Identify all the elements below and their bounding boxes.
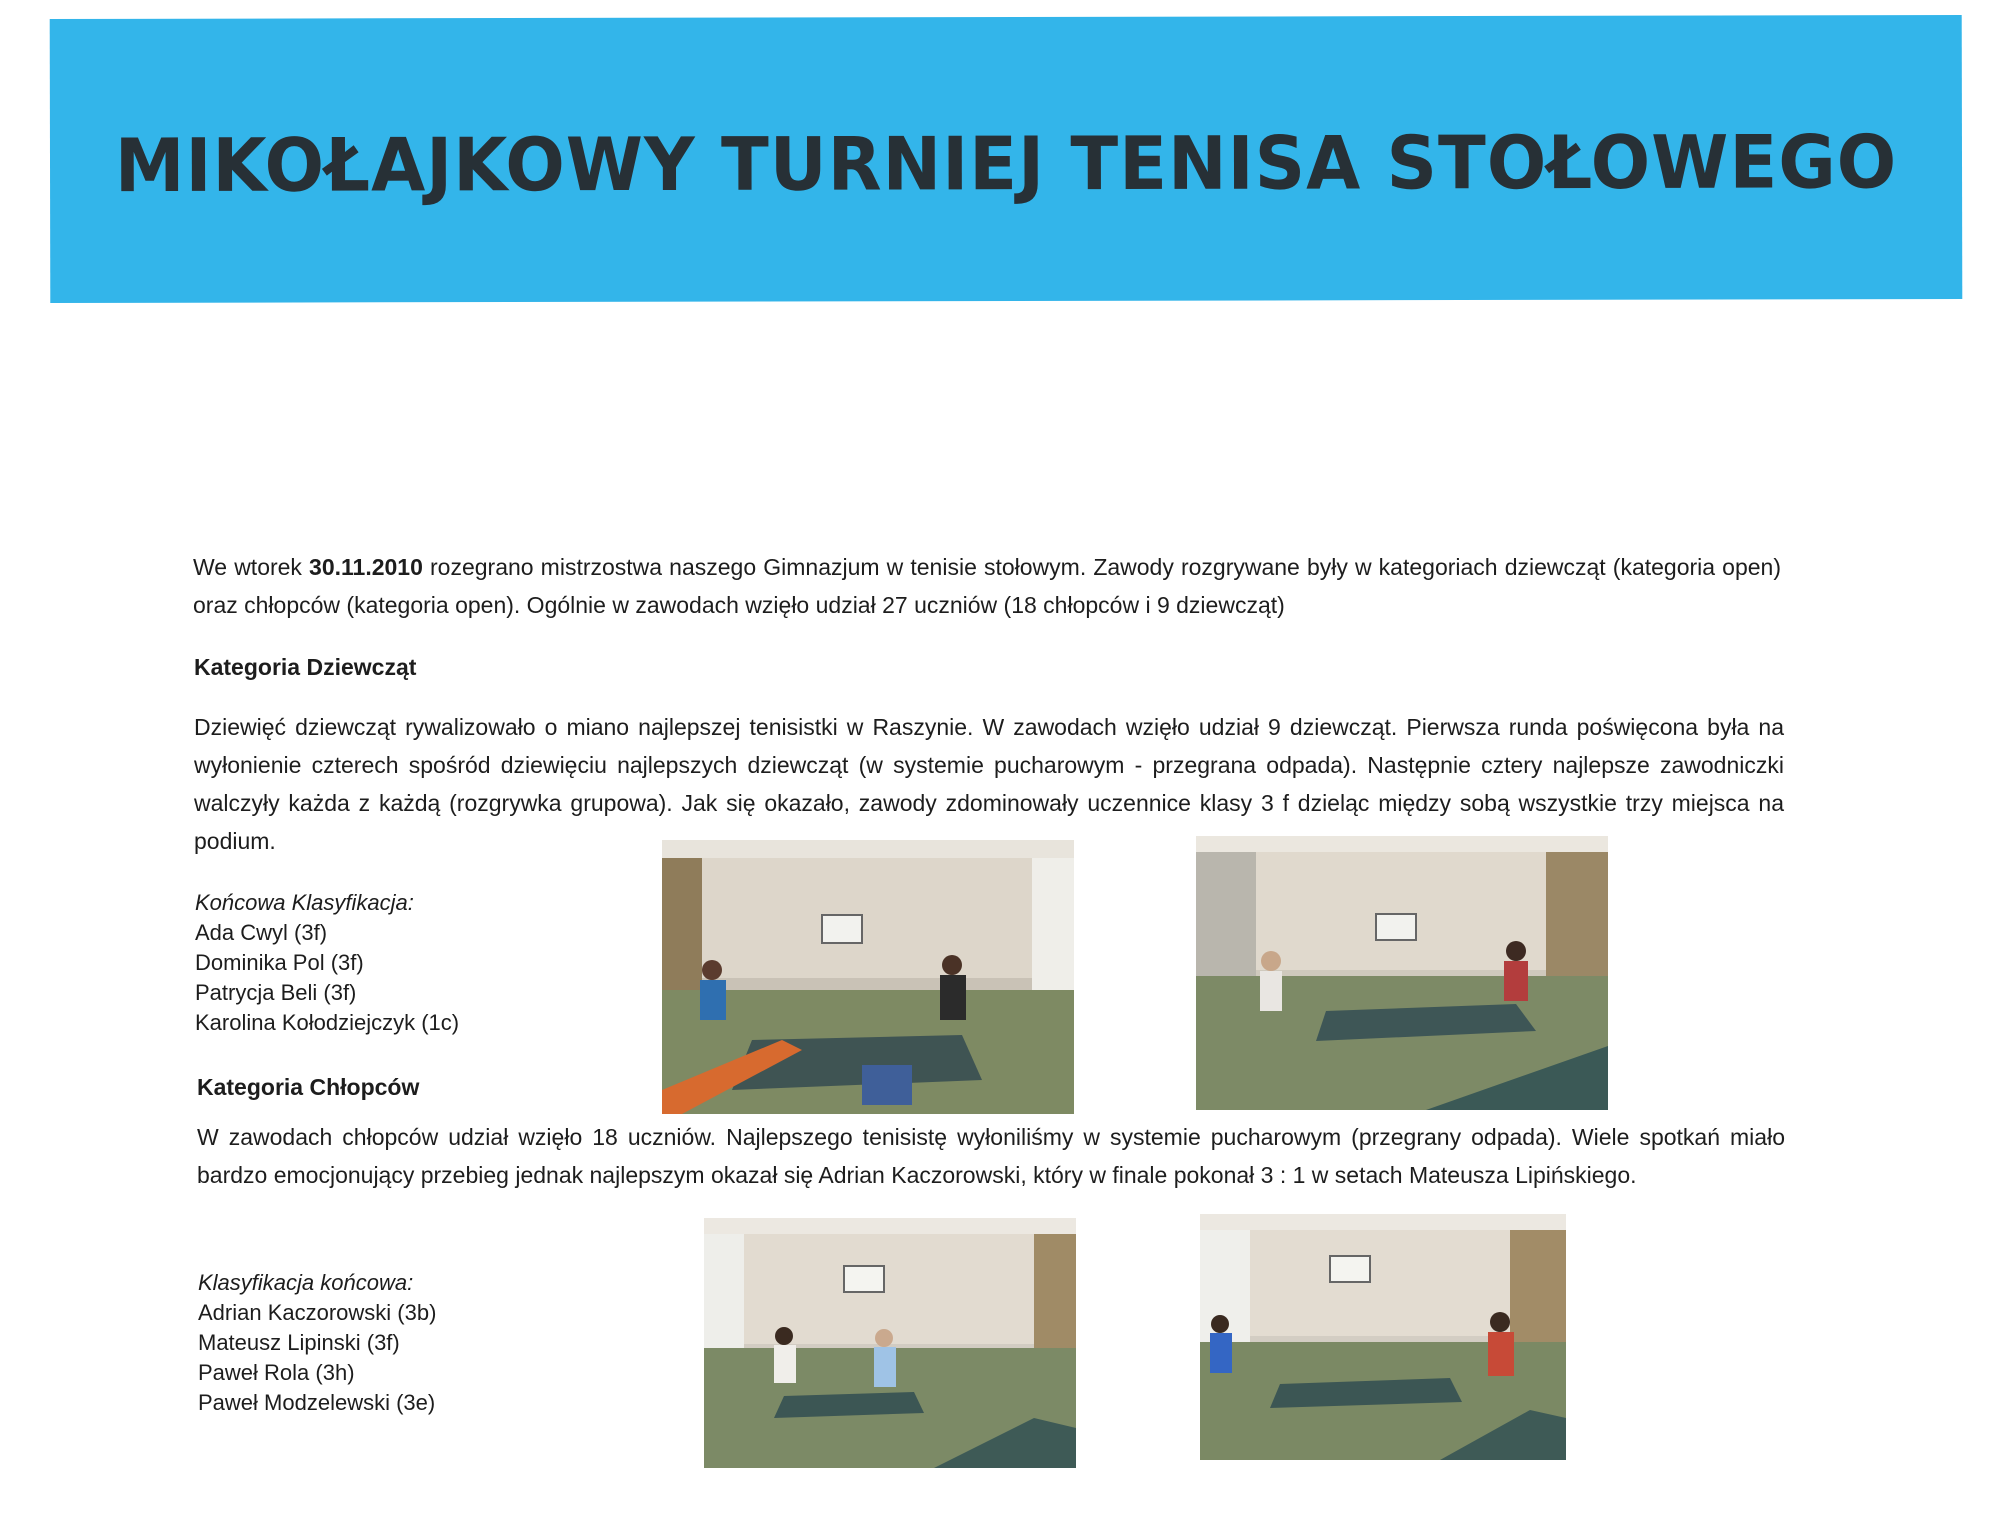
girls-paragraph: Dziewięć dziewcząt rywalizowało o miano najlepszej tenisistki w Raszynie. W zawodach wzięło udział 9 dziewcząt. Pierwsza runda poświęcona była na wyłonienie czterech spośród dziewięciu najlepszych dziewcząt (w systemie pucharowym - przegrana odpada). Następnie cztery najlepsze zawodniczki walczyły każda z każdą (rozgrywka grupowa). Jak się okazało, zawody zdominowały uczennice klasy 3 f dzieląc między sobą wszystkie trzy miejsca na podium. — [194, 714, 1784, 854]
gym-photo-girls-2 — [1196, 836, 1608, 1110]
intro-date: 30.11.2010 — [309, 554, 423, 580]
girls-classification-title: Końcowa Klasyfikacja: — [195, 890, 414, 915]
boys-rank-1: Adrian Kaczorowski (3b) — [198, 1300, 437, 1325]
boys-classification-title: Klasyfikacja końcowa: — [198, 1270, 414, 1295]
girls-rank-1: Ada Cwyl (3f) — [195, 920, 328, 945]
boys-classification — [198, 1268, 658, 1418]
girls-rank-4: Karolina Kołodziejczyk (1c) — [195, 1010, 460, 1035]
boys-rank-4: Paweł Modzelewski (3e) — [198, 1390, 436, 1415]
intro-text-pre: We wtorek — [193, 554, 310, 580]
page-title: MIKOŁAJKOWY TURNIEJ TENISA STOŁOWEGO — [114, 119, 1898, 209]
boys-paragraph: W zawodach chłopców udział wzięło 18 uczniów. Najlepszego tenisistę wyłoniliśmy w systemie pucharowym (przegrany odpada). Wiele spotkań miało bardzo emocjonujący przebieg jednak najlepszym okazał się Adrian Kaczorowski, który w finale pokonał 3 : 1 w setach Mateusza Lipińskiego. — [197, 1124, 1785, 1188]
boys-rank-2: Mateusz Lipinski (3f) — [198, 1330, 400, 1355]
gym-photo-boys-2 — [1200, 1214, 1566, 1460]
gym-photo-girls-1 — [662, 840, 1074, 1114]
girls-category-heading: Kategoria Dziewcząt — [194, 654, 417, 680]
girls-rank-2: Dominika Pol (3f) — [195, 950, 364, 975]
girls-classification — [195, 888, 615, 1038]
intro-text-post: rozegrano mistrzostwa naszego Gimnazjum w tenisie stołowym. Zawody rozgrywane były w kategoriach dziewcząt (kategoria open) oraz chłopców (kategoria open). Ogólnie w zawodach wzięło udział 27 uczniów (18 chłopców i 9 dziewcząt) — [193, 554, 1781, 618]
gym-photo-boys-1 — [704, 1218, 1076, 1468]
girls-rank-3: Patrycja Beli (3f) — [195, 980, 357, 1005]
boys-rank-3: Paweł Rola (3h) — [198, 1360, 355, 1385]
title-banner — [50, 15, 1963, 303]
boys-category-heading: Kategoria Chłopców — [197, 1074, 420, 1100]
intro-paragraph — [193, 548, 1781, 624]
